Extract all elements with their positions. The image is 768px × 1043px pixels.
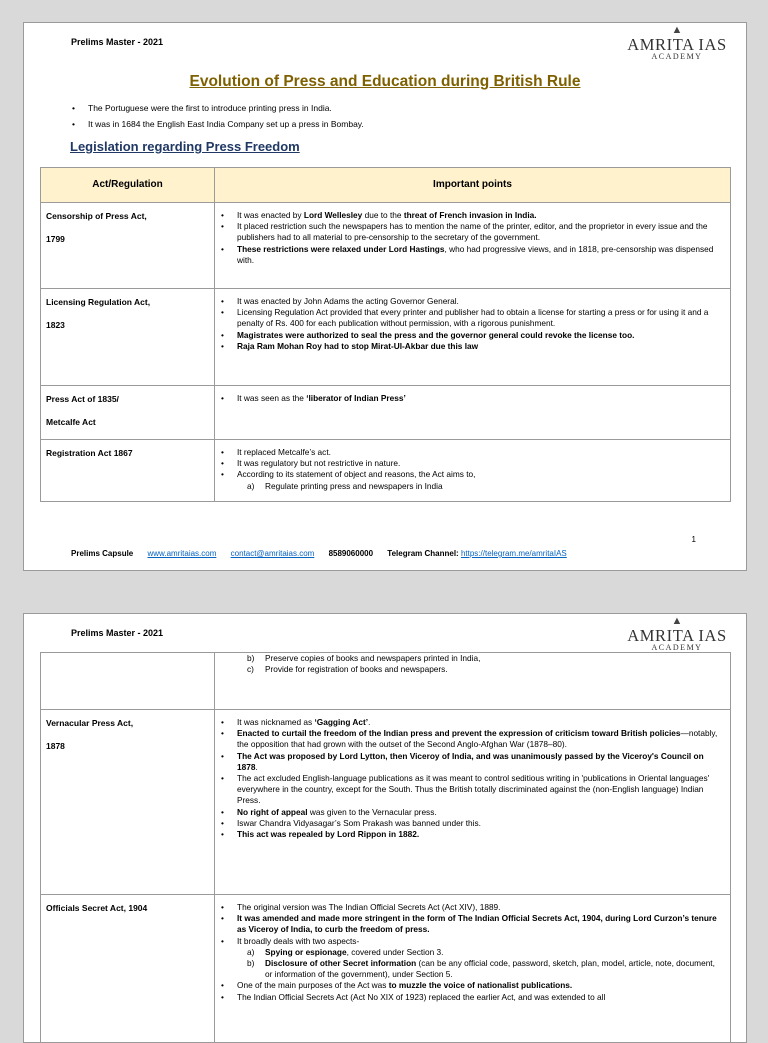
page-header: Prelims Master - 2021 — [71, 628, 163, 638]
point-item: • It was enacted by John Adams the acting Governor General. — [219, 296, 724, 307]
points-cell — [215, 203, 731, 289]
act-cell: Officials Secret Act, 1904 — [41, 895, 215, 1043]
sub-point-item: a) Spying or espionage, covered under Section 3. — [247, 947, 724, 958]
sub-point-item: c) Provide for registration of books and newspapers. — [247, 664, 724, 675]
point-item: • It placed restriction such the newspapers has to mention the name of the printer, editor, and the proprietor in every issue and the publishers had to all material to pre-censorship to the secretary of the government. — [219, 221, 724, 243]
act-cell: Licensing Regulation Act, 1823 — [41, 289, 215, 386]
intro-item: • The Portuguese were the first to introduce printing press in India. — [72, 101, 364, 117]
point-item: • Magistrates were authorized to seal the press and the governor general could revoke the license too. — [219, 330, 724, 341]
point-item: • Licensing Regulation Act provided that every printer and publisher had to obtain a license for starting a press or for using it and a penalty of Rs. 400 for each publication without permission, with a rigorous punishment. — [219, 307, 724, 329]
column-header-points: Important points — [215, 168, 731, 203]
table-row — [41, 203, 731, 289]
lamp-icon: ▲ — [622, 616, 732, 627]
act-cell: Press Act of 1835/ Metcalfe Act — [41, 386, 215, 440]
table-row — [41, 386, 731, 440]
academy-logo: ▲ AMRITA IAS ACADEMY — [622, 616, 732, 652]
points-cell — [215, 386, 731, 440]
table-row — [41, 895, 731, 1043]
act-cell: Censorship of Press Act, 1799 — [41, 203, 215, 289]
sub-point-item: b) Disclosure of other Secret information (can be any official code, password, sketch, plan, model, article, note, document, or information of the government), under Section 5. — [247, 958, 724, 980]
point-item: • The Indian Official Secrets Act (Act No XIX of 1923) replaced the earlier Act, and was extended to all — [219, 992, 724, 1003]
point-item: • Raja Ram Mohan Roy had to stop Mirat-Ul-Akbar due this law — [219, 341, 724, 352]
page-header: Prelims Master - 2021 — [71, 37, 163, 47]
press-legislation-table — [40, 167, 731, 502]
point-item: • It broadly deals with two aspects- — [219, 936, 724, 947]
point-item: • It was nicknamed as ‘Gagging Act’. — [219, 717, 724, 728]
points-cell — [215, 710, 731, 895]
points-cell — [215, 440, 731, 502]
telegram-link[interactable]: https://telegram.me/amritaIAS — [461, 549, 567, 558]
points-cell — [215, 895, 731, 1043]
point-item: • The Act was proposed by Lord Lytton, then Viceroy of India, and was unanimously passed by the Viceroy's Council on 1878. — [219, 751, 724, 773]
point-item: • It was seen as the ‘liberator of Indian Press’ — [219, 393, 724, 404]
point-item: • This act was repealed by Lord Rippon in 1882. — [219, 829, 724, 840]
academy-logo: ▲ AMRITA IAS ACADEMY — [622, 25, 732, 61]
table-row — [41, 710, 731, 895]
page-title: Evolution of Press and Education during British Rule — [24, 73, 746, 91]
point-item: • It was amended and made more stringent in the form of The Indian Official Secrets Act, 1904, during Lord Curzon’s tenure as Viceroy of India, to curb the freedom of press. — [219, 913, 724, 935]
point-item: • The original version was The Indian Official Secrets Act (Act XIV), 1889. — [219, 902, 724, 913]
page-number: 1 — [692, 535, 696, 544]
sub-point-item: b) Preserve copies of books and newspapers printed in India, — [247, 653, 724, 664]
document-page-2 — [23, 613, 747, 1043]
document-page-1 — [23, 22, 747, 571]
table-row — [41, 653, 731, 710]
table-row — [41, 440, 731, 502]
page-footer: Prelims Capsule www.amritaias.com contact@amritaias.com 8589060000 Telegram Channel: https://telegram.me/amritaIAS — [71, 549, 567, 558]
website-link[interactable]: www.amritaias.com — [147, 549, 216, 558]
act-cell: Registration Act 1867 — [41, 440, 215, 502]
press-legislation-table-continued — [40, 652, 731, 1043]
act-cell — [41, 653, 215, 710]
intro-list — [72, 101, 364, 132]
section-heading: Legislation regarding Press Freedom — [70, 139, 300, 154]
email-link[interactable]: contact@amritaias.com — [231, 549, 315, 558]
point-item: • These restrictions were relaxed under Lord Hastings, who had progressive views, and in 1818, pre-censorship was dispensed with. — [219, 244, 724, 266]
column-header-act: Act/Regulation — [41, 168, 215, 203]
point-item: • It was regulatory but not restrictive in nature. — [219, 458, 724, 469]
points-cell — [215, 653, 731, 710]
point-item: • It replaced Metcalfe’s act. — [219, 447, 724, 458]
point-item: • No right of appeal was given to the Vernacular press. — [219, 807, 724, 818]
point-item: • One of the main purposes of the Act was to muzzle the voice of nationalist publications. — [219, 980, 724, 991]
point-item: • According to its statement of object and reasons, the Act aims to, — [219, 469, 724, 480]
point-item: • It was enacted by Lord Wellesley due to the threat of French invasion in India. — [219, 210, 724, 221]
act-cell: Vernacular Press Act, 1878 — [41, 710, 215, 895]
point-item: • Iswar Chandra Vidyasagar’s Som Prakash was banned under this. — [219, 818, 724, 829]
intro-item: • It was in 1684 the English East India Company set up a press in Bombay. — [72, 117, 364, 133]
lamp-icon: ▲ — [622, 25, 732, 36]
points-cell — [215, 289, 731, 386]
table-row — [41, 289, 731, 386]
sub-point-item: a) Regulate printing press and newspapers in India — [247, 481, 724, 492]
point-item: • The act excluded English-language publications as it was meant to control seditious writing in 'publications in Oriental languages' everywhere in the country, except for the South. Thus the British totally discriminated against the (non-English language) Indian Press. — [219, 773, 724, 807]
point-item: • Enacted to curtail the freedom of the Indian press and prevent the expression of criticism toward British policies—notably, the opposition that had grown with the outset of the Second Anglo-Afghan War (1878–80). — [219, 728, 724, 750]
